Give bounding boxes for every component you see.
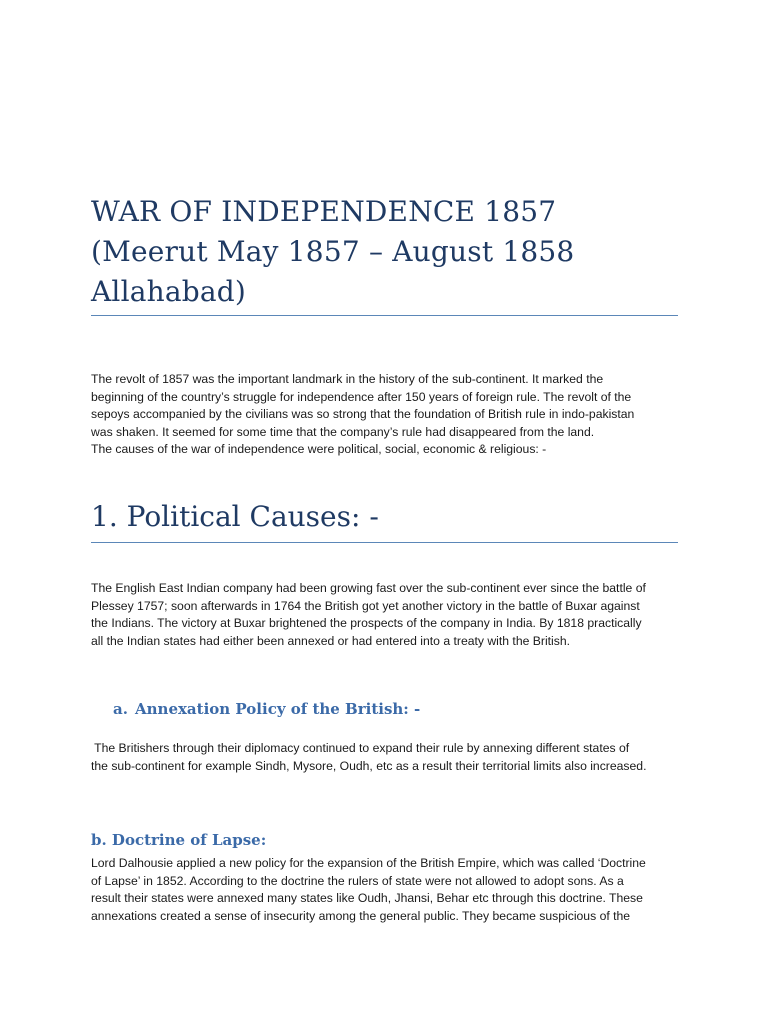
text-line: Plessey 1757; soon afterwards in 1764 the British got yet another victory in the battle of Buxar against bbox=[91, 598, 640, 613]
title-line: Allahabad) bbox=[91, 275, 247, 308]
text-line: the Indians. The victory at Buxar brightened the prospects of the company in India. By 1818 practically bbox=[91, 616, 642, 631]
text-line: Lord Dalhousie applied a new policy for the expansion of the British Empire, which was called ‘Doctrine bbox=[91, 856, 646, 870]
annexation-policy-heading bbox=[113, 699, 420, 719]
text-line: The English East Indian company had been growing fast over the sub-continent ever since the battle of bbox=[91, 581, 646, 595]
text-line: The revolt of 1857 was the important landmark in the history of the sub-continent. It marked the bbox=[91, 372, 604, 386]
doctrine-of-lapse-paragraph bbox=[91, 855, 678, 925]
annexation-heading-text: Annexation Policy of the British: - bbox=[135, 700, 421, 718]
text-line: annexations created a sense of insecurity among the general public. They became suspicious of the bbox=[91, 908, 631, 923]
annexation-paragraph bbox=[91, 740, 678, 775]
doctrine-of-lapse-heading: b. Doctrine of Lapse: bbox=[91, 831, 267, 849]
text-line: the sub-continent for example Sindh, Mysore, Oudh, etc as a result their territorial limits also increased. bbox=[91, 758, 647, 773]
title-line: (Meerut May 1857 – August 1858 bbox=[91, 235, 575, 268]
text-line: all the Indian states had either been annexed or had entered into a treaty with the British. bbox=[91, 633, 571, 648]
text-line: beginning of the country’s struggle for independence after 150 years of foreign rule. The revolt of the bbox=[91, 389, 632, 404]
political-causes-paragraph bbox=[91, 580, 678, 650]
title-divider bbox=[91, 315, 678, 316]
list-marker: a. bbox=[113, 700, 128, 718]
text-line: of Lapse’ in 1852. According to the doctrine the rulers of state were not allowed to adopt sons. As a bbox=[91, 873, 624, 888]
intro-paragraph bbox=[91, 371, 678, 459]
text-line: The causes of the war of independence were political, social, economic & religious: - bbox=[91, 442, 547, 457]
section-divider bbox=[91, 542, 678, 543]
text-line: sepoys accompanied by the civilians was so strong that the foundation of British rule in indo-pakistan bbox=[91, 407, 635, 422]
text-line: result their states were annexed many states like Oudh, Jhansi, Behar etc through this doctrine. These bbox=[91, 891, 643, 906]
political-causes-heading: 1. Political Causes: - bbox=[91, 500, 379, 533]
text-line: was shaken. It seemed for some time that the company’s rule had disappeared from the land. bbox=[91, 424, 595, 439]
document-title bbox=[91, 192, 678, 312]
text-line: The Britishers through their diplomacy continued to expand their rule by annexing different states of bbox=[91, 741, 630, 755]
title-line: WAR OF INDEPENDENCE 1857 bbox=[91, 195, 557, 228]
